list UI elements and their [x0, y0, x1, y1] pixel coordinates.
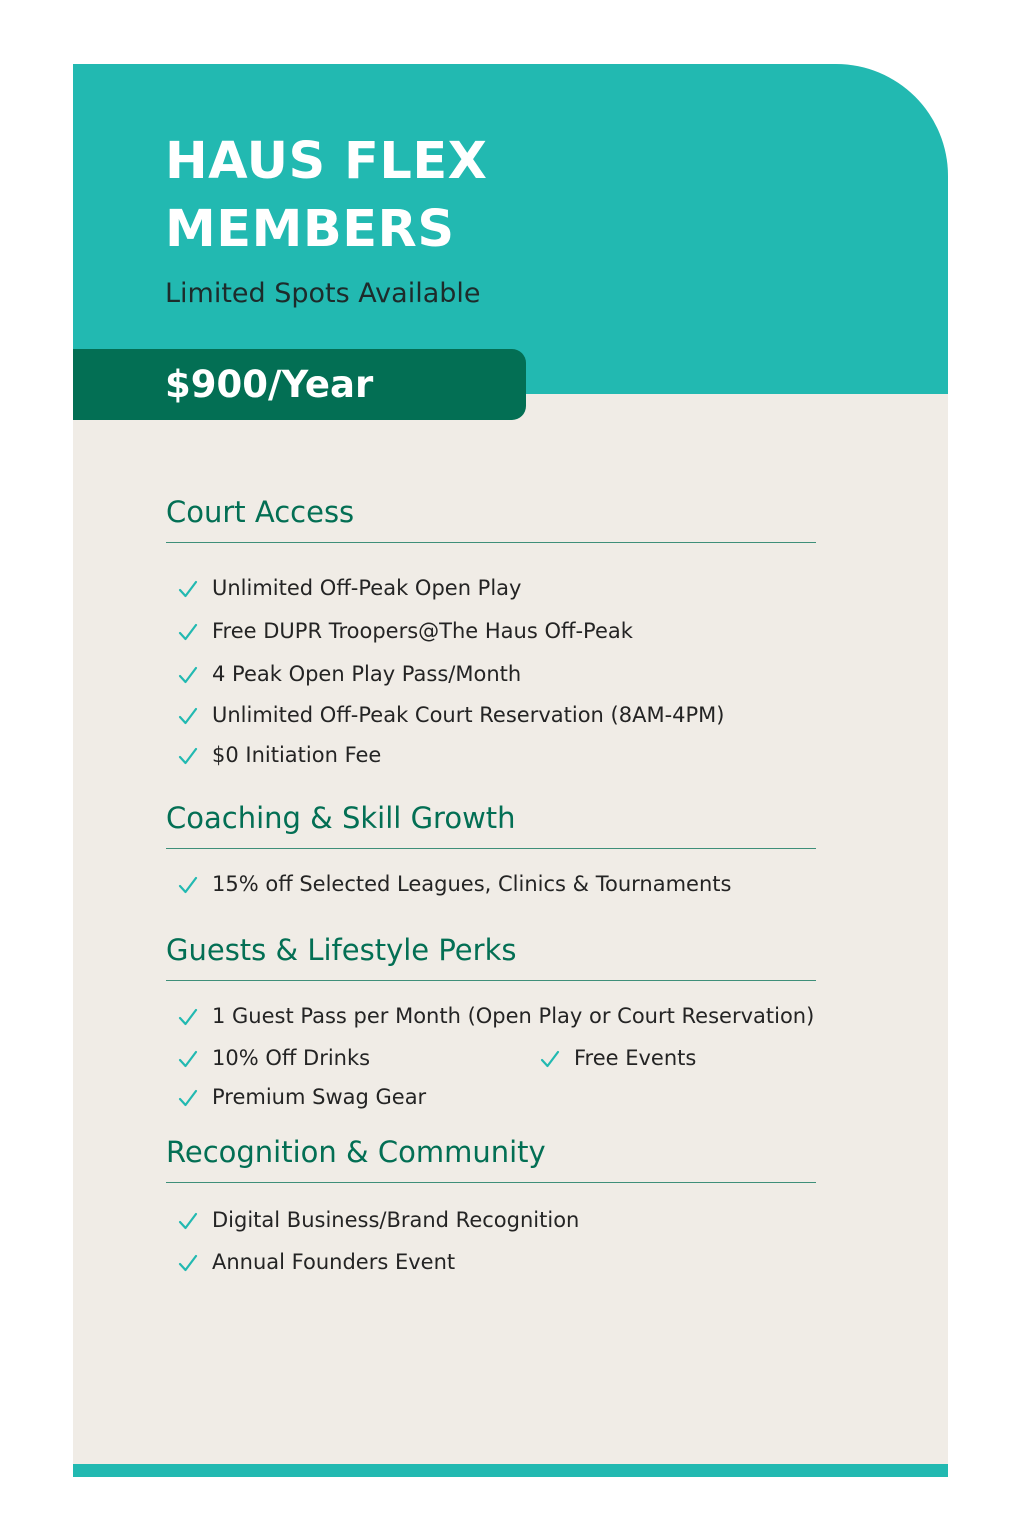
- list-item-label: $0 Initiation Fee: [212, 743, 382, 767]
- section-coaching: [166, 798, 816, 849]
- price-label: $900/Year: [165, 363, 374, 406]
- section-guests-perks: [166, 930, 816, 981]
- check-icon: [176, 744, 200, 768]
- section-divider: [166, 848, 816, 849]
- list-item-label: 15% off Selected Leagues, Clinics & Tournaments: [212, 872, 732, 896]
- check-icon: [176, 1086, 200, 1110]
- section-title: Guests & Lifestyle Perks: [166, 933, 517, 967]
- list-item-label: Free Events: [574, 1046, 697, 1070]
- list-item-label: Unlimited Off-Peak Court Reservation (8AM-4PM): [212, 703, 725, 727]
- list-item-label: 4 Peak Open Play Pass/Month: [212, 662, 522, 686]
- card-subtitle: Limited Spots Available: [165, 278, 481, 309]
- check-icon: [176, 1005, 200, 1029]
- check-icon: [176, 704, 200, 728]
- card-title: [165, 128, 487, 264]
- check-icon: [176, 1251, 200, 1275]
- section-divider: [166, 980, 816, 981]
- check-icon: [176, 620, 200, 644]
- section-title: Recognition & Community: [166, 1135, 546, 1169]
- section-title: Coaching & Skill Growth: [166, 801, 516, 835]
- price-tag: [73, 349, 526, 420]
- check-icon: [176, 1209, 200, 1233]
- title-line-2: MEMBERS: [165, 200, 455, 259]
- section-title: Court Access: [166, 495, 355, 529]
- list-item-label: 10% Off Drinks: [212, 1046, 371, 1070]
- membership-card: [73, 64, 948, 1477]
- list-item-label: Digital Business/Brand Recognition: [212, 1208, 580, 1232]
- check-icon: [176, 873, 200, 897]
- check-icon: [538, 1047, 562, 1071]
- section-recognition: [166, 1132, 816, 1183]
- check-icon: [176, 663, 200, 687]
- section-court-access: [166, 492, 816, 543]
- title-line-1: HAUS FLEX: [165, 132, 488, 191]
- list-item-label: Unlimited Off-Peak Open Play: [212, 576, 522, 600]
- section-divider: [166, 1182, 816, 1183]
- footer-bar: [73, 1464, 948, 1477]
- list-item-label: 1 Guest Pass per Month (Open Play or Court Reservation): [212, 1004, 815, 1028]
- check-icon: [176, 577, 200, 601]
- list-item-label: Annual Founders Event: [212, 1250, 456, 1274]
- section-divider: [166, 542, 816, 543]
- check-icon: [176, 1047, 200, 1071]
- list-item-label: Premium Swag Gear: [212, 1085, 427, 1109]
- list-item-label: Free DUPR Troopers@The Haus Off-Peak: [212, 619, 633, 643]
